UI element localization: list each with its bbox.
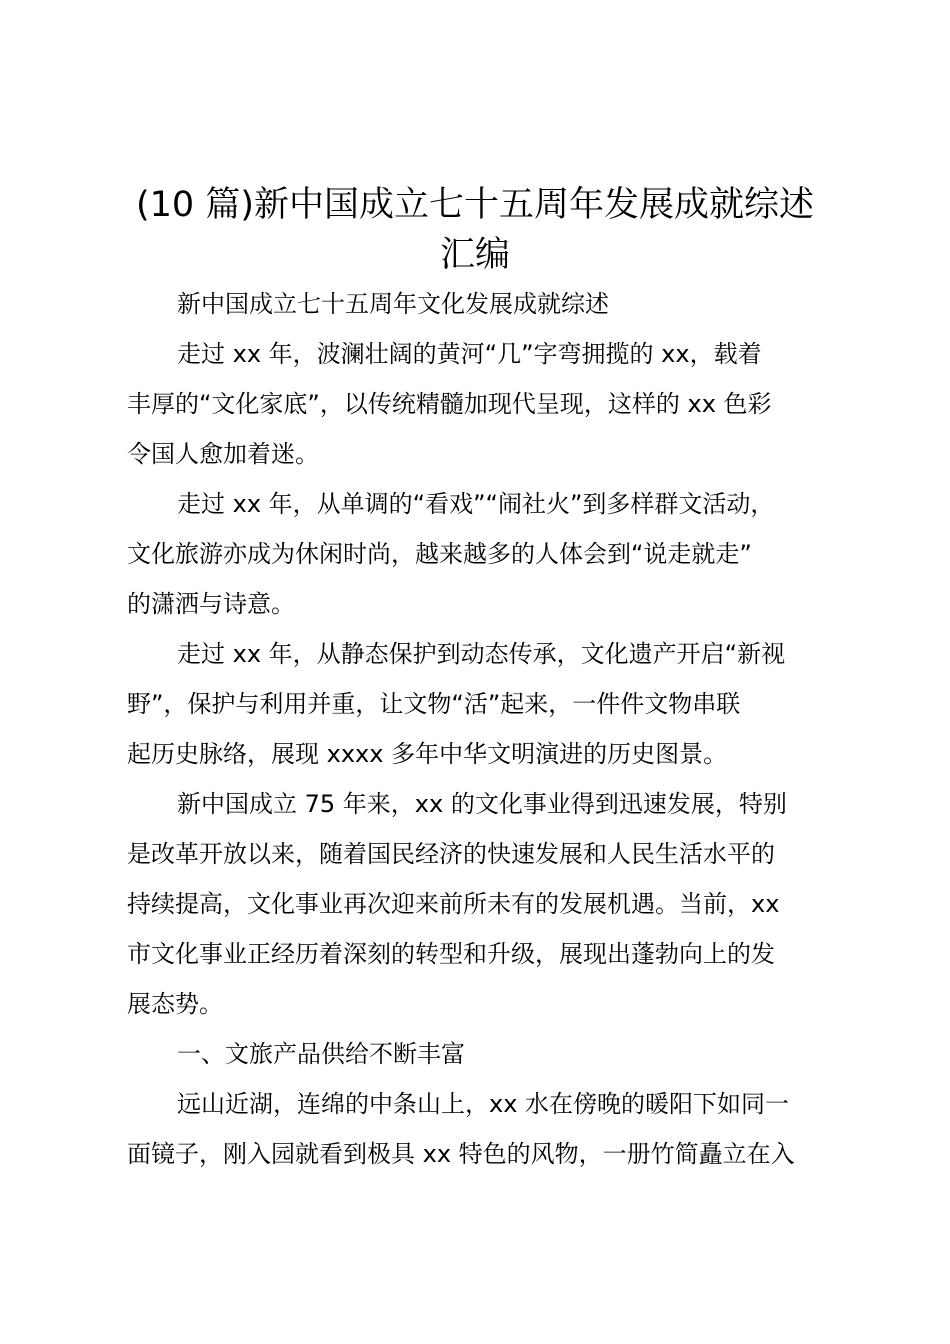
paragraph-4-line-2: 是改革开放以来，随着国民经济的快速发展和人民生活水平的 (127, 840, 775, 868)
paragraph-3-line-3: 起历史脉络，展现 xxxx 多年中华文明演进的历史图景。 (127, 740, 728, 768)
paragraph-3-line-2: 野”，保护与利用并重，让文物“活”起来，一件件文物串联 (127, 690, 741, 718)
document-title-line-2: 汇编 (439, 235, 510, 275)
paragraph-1-line-3: 令国人愈加着迷。 (127, 440, 319, 468)
paragraph-4-line-5: 展态势。 (127, 990, 223, 1018)
paragraph-2-line-2: 文化旅游亦成为休闲时尚，越来越多的人体会到“说走就走” (127, 540, 752, 568)
paragraph-1-line-1: 走过 xx 年，波澜壮阔的黄河“几”字弯拥揽的 xx，载着 (177, 340, 762, 368)
paragraph-2-line-3: 的潇洒与诗意。 (127, 590, 295, 618)
paragraph-4-line-3: 持续提高，文化事业再次迎来前所未有的发展机遇。当前，xx (127, 890, 780, 918)
paragraph-5-line-1: 远山近湖，连绵的中条山上，xx 水在傍晚的暖阳下如同一 (177, 1090, 790, 1118)
paragraph-5-line-2: 面镜子，刚入园就看到极具 xx 特色的风物，一册竹简矗立在入 (127, 1140, 795, 1168)
paragraph-3-line-1: 走过 xx 年，从静态保护到动态传承，文化遗产开启“新视 (177, 640, 786, 668)
paragraph-4-line-1: 新中国成立 75 年来，xx 的文化事业得到迅速发展，特别 (177, 790, 787, 818)
paragraph-2-line-1: 走过 xx 年，从单调的“看戏”“闹社火”到多样群文活动， (177, 490, 775, 518)
section-heading: 新中国成立七十五周年文化发展成就综述 (177, 290, 609, 318)
document-title-line-1: (10 篇)新中国成立七十五周年发展成就综述 (136, 185, 814, 225)
paragraph-1-line-2: 丰厚的“文化家底”，以传统精髓加现代呈现，这样的 xx 色彩 (127, 390, 772, 418)
subsection-heading: 一、文旅产品供给不断丰富 (177, 1040, 465, 1068)
paragraph-4-line-4: 市文化事业正经历着深刻的转型和升级，展现出蓬勃向上的发 (127, 940, 775, 968)
